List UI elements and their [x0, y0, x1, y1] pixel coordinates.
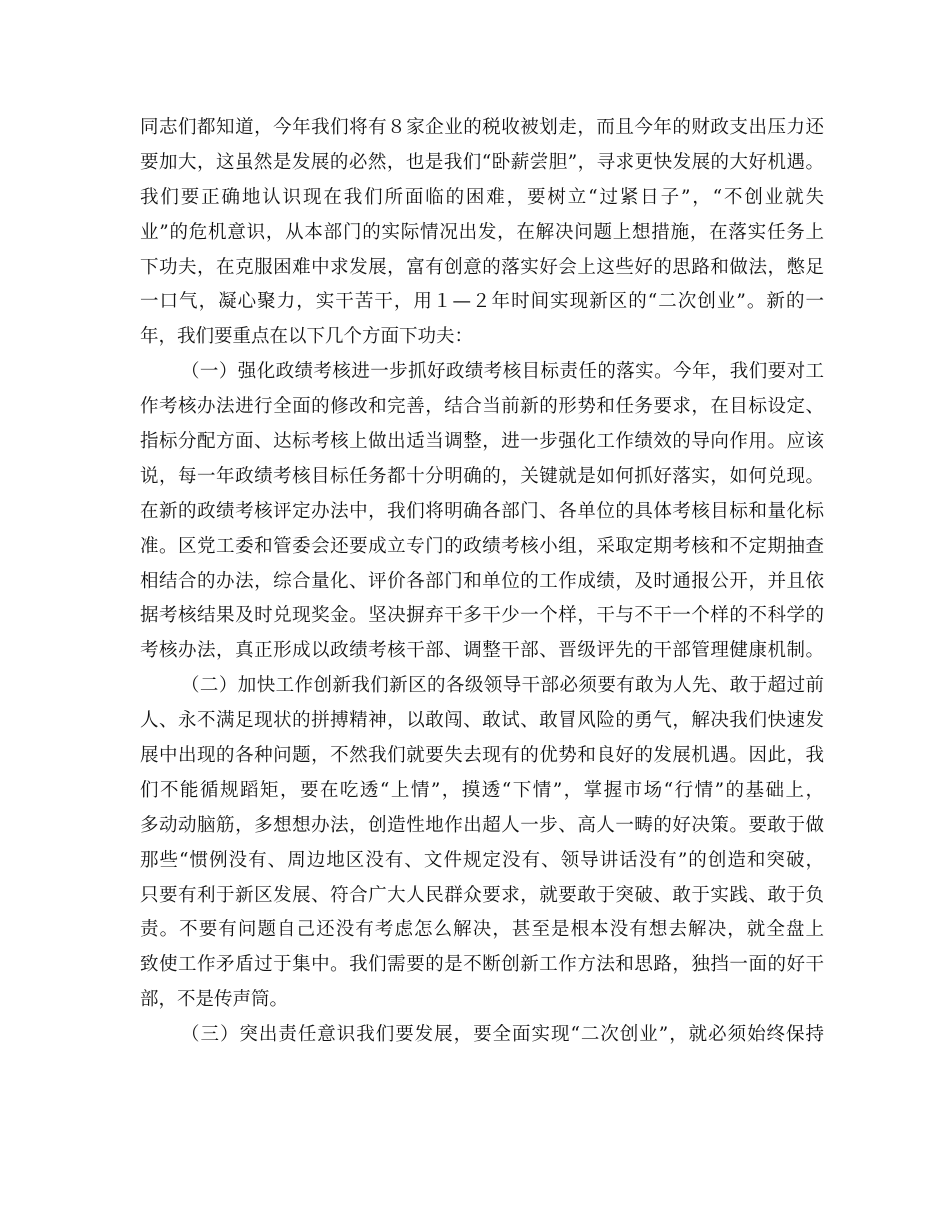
text-line: 致使工作矛盾过于集中。我们需要的是不断创新工作方法和思路，独挡一面的好干: [140, 954, 824, 976]
section-heading-line: （二）加快工作创新我们新区的各级领导干部必须要有敢为人先、敢于超过前: [181, 675, 824, 697]
text-line: 责。不要有问题自己还没有考虑怎么解决，甚至是根本没有想去解决，就全盘上: [140, 919, 824, 941]
text-line: 考核办法，真正形成以政绩考核干部、调整干部、晋级评先的干部管理健康机制。: [140, 640, 824, 662]
text-line: 部，不是传声筒。: [140, 989, 289, 1011]
section-heading-line: （三）突出责任意识我们要发展，要全面实现“二次创业”，就必须始终保持: [181, 1024, 824, 1046]
text-line: 展中出现的各种问题，不然我们就要失去现有的优势和良好的发展机遇。因此，我: [140, 745, 824, 767]
text-line: 业”的危机意识，从本部门的实际情况出发，在解决问题上想措施，在落实任务上: [140, 221, 824, 243]
text-line: 指标分配方面、达标考核上做出适当调整，进一步强化工作绩效的导向作用。应该: [140, 431, 824, 453]
text-line: 在新的政绩考核评定办法中，我们将明确各部门、各单位的具体考核目标和量化标: [140, 500, 824, 522]
text-line: 下功夫，在克服困难中求发展，富有创意的落实好会上这些好的思路和做法，憋足: [140, 256, 824, 278]
text-line: 要加大，这虽然是发展的必然，也是我们“卧薪尝胆”，寻求更快发展的大好机遇。: [140, 151, 824, 173]
text-line: 只要有利于新区发展、符合广大人民群众要求，就要敢于突破、敢于实践、敢于负: [140, 884, 824, 906]
text-line: 那些“惯例没有、周边地区没有、文件规定没有、领导讲话没有”的创造和突破，: [140, 849, 824, 871]
text-line: 相结合的办法，综合量化、评价各部门和单位的工作成绩，及时通报公开，并且依: [140, 570, 824, 592]
text-line: 们不能循规蹈矩，要在吃透“上情”，摸透“下情”，掌握市场“行情”的基础上，: [140, 779, 824, 801]
text-line: 人、永不满足现状的拼搏精神，以敢闯、敢试、敢冒风险的勇气，解决我们快速发: [140, 710, 824, 732]
text-line: 准。区党工委和管委会还要成立专门的政绩考核小组，采取定期考核和不定期抽查: [140, 535, 824, 557]
text-line: 作考核办法进行全面的修改和完善，结合当前新的形势和任务要求，在目标设定、: [140, 396, 824, 418]
text-line: 我们要正确地认识现在我们所面临的困难，要树立“过紧日子”，“不创业就失: [140, 186, 824, 208]
text-line: 多动动脑筋，多想想办法，创造性地作出超人一步、高人一畴的好决策。要敢于做: [140, 814, 824, 836]
text-line: 据考核结果及时兑现奖金。坚决摒弃干多干少一个样，干与不干一个样的不科学的: [140, 605, 824, 627]
text-line: 说，每一年政绩考核目标任务都十分明确的，关键就是如何抓好落实，如何兑现。: [140, 465, 824, 487]
text-line: 年，我们要重点在以下几个方面下功夫：: [140, 326, 474, 348]
text-line: 同志们都知道，今年我们将有８家企业的税收被划走，而且今年的财政支出压力还: [140, 117, 824, 138]
section-heading-line: （一）强化政绩考核进一步抓好政绩考核目标责任的落实。今年，我们要对工: [181, 361, 824, 383]
text-line: 一口气，凝心聚力，实干苦干，用１—２年时间实现新区的“二次创业”。新的一: [140, 291, 824, 313]
document-page: [140, 111, 824, 1053]
